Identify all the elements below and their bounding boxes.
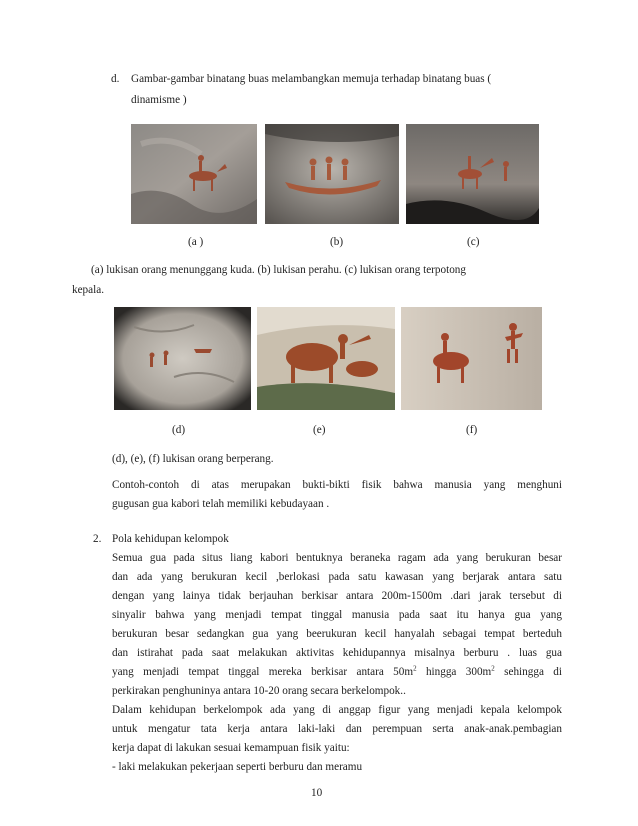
section-2-line12: - laki melakukan pekerjaan seperti berburu dan meramu	[112, 761, 363, 773]
section-2-marker: 2.	[93, 533, 102, 545]
cave-painting-battle-d-image	[114, 307, 251, 410]
row1-description-line1: (a) lukisan orang menunggang kuda. (b) lukisan perahu. (c) lukisan orang terpotong	[91, 264, 466, 276]
caption-d: (d)	[172, 424, 186, 436]
cave-painting-headless-figure-image	[406, 124, 539, 224]
section-2-line7	[112, 663, 562, 682]
caption-e: (e)	[313, 424, 326, 436]
summary-line1: Contoh-contoh di atas merupakan bukti-bikti fisik bahwa manusia yang menghuni	[112, 479, 562, 491]
caption-c: (c)	[467, 236, 480, 248]
section-2-line2: dan ada yang berukuran kecil ,berlokasi pada satu kawasan yang berjarak antara satu	[112, 571, 562, 583]
caption-a: (a )	[188, 236, 204, 248]
row2-description: (d), (e), (f) lukisan orang berperang.	[112, 453, 274, 465]
line7-part-c: sehingga di	[494, 666, 562, 678]
section-2-line8: perkirakan penghuninya antara 10-20 orang secara berkelompok..	[112, 685, 406, 697]
section-2-line6: dan istirahat pada saat melakukan aktivitas kehidupannya misalnya berburu . luas gua	[112, 647, 562, 659]
page-number: 10	[311, 787, 323, 799]
line7-part-b: hingga 300m	[416, 666, 492, 678]
section-d-line1: Gambar-gambar binatang buas melambangkan memuja terhadap binatang buas (	[131, 73, 492, 85]
caption-b: (b)	[330, 236, 344, 248]
cave-painting-battle-e-image	[257, 307, 395, 410]
section-2-line5: berukuran besar sedangkan gua yang beerukuran kecil hanyalah sebagai tempat berteduh	[112, 628, 562, 640]
section-d-line2: dinamisme )	[131, 94, 187, 106]
cave-painting-boat-image	[265, 124, 399, 224]
section-2-line3: dengan yang lainya tidak berjauhan berkisar antara 200m-1500m .dari jarak tersebut di	[112, 590, 562, 602]
line7-part-a: yang menjadi tempat tinggal mereka berkisar antara 50m	[112, 666, 414, 678]
line7-superscript-2: 2	[491, 664, 495, 673]
caption-f: (f)	[466, 424, 478, 436]
section-d-marker: d.	[111, 73, 120, 85]
section-2-line11: kerja dapat di lakukan sesuai kemampuan fisik yaitu:	[112, 742, 350, 754]
row1-description-line2: kepala.	[72, 284, 104, 296]
cave-painting-battle-f-image	[401, 307, 542, 410]
section-2-line1: Semua gua pada situs liang kabori bentuknya beraneka ragam ada yang berukuran besar	[112, 552, 562, 564]
cave-painting-horse-rider-image	[131, 124, 257, 224]
section-2-line10: untuk mengatur tata kerja antara laki-laki dan perempuan serta anak-anak.pembagian	[112, 723, 562, 735]
section-2-line9: Dalam kehidupan berkelompok ada yang di anggap figur yang menjadi kepala kelompok	[112, 704, 562, 716]
section-2-line4: sinyalir bahwa yang menjadi tempat tinggal manusia pada saat itu hanya gua yang	[112, 609, 562, 621]
section-2-title: Pola kehidupan kelompok	[112, 533, 229, 545]
summary-line2: gugusan gua kabori telah memiliki kebudayaan .	[112, 498, 330, 510]
line7-superscript-1: 2	[413, 664, 417, 673]
